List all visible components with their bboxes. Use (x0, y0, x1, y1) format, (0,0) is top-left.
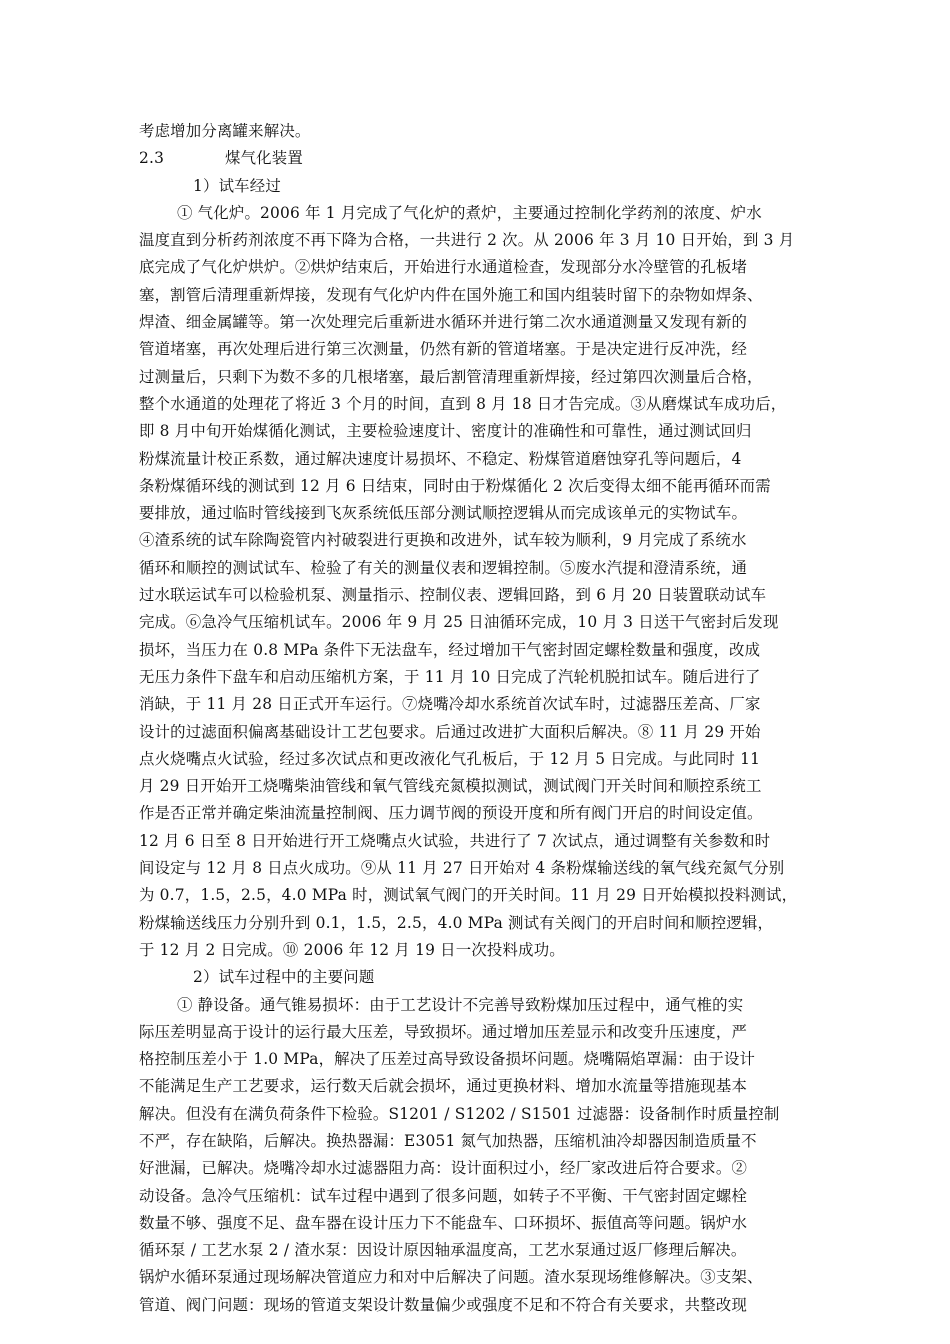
paragraph-line: 不严，存在缺陷，后解决。换热器漏：E3051 氮气加热器，压缩机油冷却器因制造质量不 (139, 1131, 757, 1150)
subsection-heading: 2）试车过程中的主要问题 (193, 968, 375, 987)
paragraph-line: 过测量后，只剩下为数不多的几根堵塞，最后割管清理重新焊接，经过第四次测量后合格， (139, 367, 763, 386)
paragraph-line: 12 月 6 日至 8 日开始进行开工烧嘴点火试验，共进行了 7 次试点，通过调整有关参数和时 (139, 831, 771, 850)
paragraph-line: 粉煤流量计校正系数，通过解决速度计易损坏、不稳定、粉煤管道磨蚀穿孔等问题后，4 (139, 449, 742, 468)
section-title: 煤气化装置 (225, 149, 303, 168)
paragraph-line: 月 29 日开始开工烧嘴柴油管线和氧气管线充氮模拟测试，测试阀门开关时间和顺控系统工 (139, 777, 762, 796)
paragraph-line: 底完成了气化炉烘炉。②烘炉结束后，开始进行水通道检查，发现部分水冷壁管的孔板堵 (139, 258, 748, 277)
paragraph-line: 数量不够、强度不足、盘车器在设计压力下不能盘车、口环损坏、振值高等问题。锅炉水 (139, 1213, 748, 1232)
paragraph-line: 设计的过滤面积偏离基础设计工艺包要求。后通过改进扩大面积后解决。⑧ 11 月 29 开始 (139, 722, 761, 741)
paragraph-line: 点火烧嘴点火试验，经过多次试点和更改液化气孔板后，于 12 月 5 日完成。与此同时 11 (139, 749, 761, 768)
paragraph-line: 整个水通道的处理花了将近 3 个月的时间，直到 8 月 18 日才告完成。③从磨煤试车成功后， (139, 394, 787, 413)
paragraph-line: 过水联运试车可以检验机泵、测量指示、控制仪表、逻辑回路，到 6 月 20 日装置联动试车 (139, 586, 767, 605)
paragraph-line: 条粉煤循环线的测试到 12 月 6 日结束，同时由于粉煤循化 2 次后变得太细不能再循环而需 (139, 476, 771, 495)
paragraph-line: 管道、阀门问题：现场的管道支架设计数量偏少或强度不足和不符合有关要求，共整改现 (139, 1295, 748, 1314)
paragraph-line: 锅炉水循环泵通过现场解决管道应力和对中后解决了问题。渣水泵现场维修解决。③支架、 (139, 1268, 763, 1287)
document-body (139, 118, 814, 1319)
section-heading (139, 145, 814, 172)
paragraph-line: ④渣系统的试车除陶瓷管内衬破裂进行更换和改进外，试车较为顺利，9 月完成了系统水 (139, 531, 747, 550)
paragraph-line: 为 0.7，1.5，2.5，4.0 MPa 时，测试氧气阀门的开关时间。11 月 29 日开始模拟投料测试， (139, 886, 798, 905)
paragraph-line: 解决。但没有在满负荷条件下检验。S1201 / S1202 / S1501 过滤器：设备制作时质量控制 (139, 1104, 780, 1123)
paragraph-line: 即 8 月中旬开始煤循化测试，主要检验速度计、密度计的准确性和可靠性，通过测试回归 (139, 422, 752, 441)
paragraph-first-line: ① 气化炉。2006 年 1 月完成了气化炉的煮炉，主要通过控制化学药剂的浓度、炉水 (177, 203, 762, 222)
paragraph-line: 于 12 月 2 日完成。⑩ 2006 年 12 月 19 日一次投料成功。 (139, 940, 565, 959)
paragraph-line: 要排放，通过临时管线接到飞灰系统低压部分测试顺控逻辑从而完成该单元的实物试车。 (139, 504, 748, 523)
paragraph-line: 消缺，于 11 月 28 日正式开车运行。⑦烧嘴冷却水系统首次试车时，过滤器压差高、厂家 (139, 695, 761, 714)
paragraph-line: 考虑增加分离罐来解决。 (139, 122, 311, 140)
paragraph-line: 管道堵塞，再次处理后进行第三次测量，仍然有新的管道堵塞。于是决定进行反冲洗，经 (139, 340, 748, 359)
paragraph-line: 间设定与 12 月 8 日点火成功。⑨从 11 月 27 日开始对 4 条粉煤输送线的氧气线充氮气分别 (139, 859, 785, 878)
paragraph-first-line: ① 静设备。通气锥易损坏：由于工艺设计不完善导致粉煤加压过程中，通气椎的实 (177, 995, 744, 1014)
paragraph-line: 好泄漏，已解决。烧嘴冷却水过滤器阻力高：设计面积过小，经厂家改进后符合要求。② (139, 1159, 748, 1178)
paragraph-line: 格控制压差小于 1.0 MPa，解决了压差过高导致设备损坏问题。烧嘴隔焰罩漏：由于设计 (139, 1050, 756, 1069)
paragraph-line: 无压力条件下盘车和启动压缩机方案，于 11 月 10 日完成了汽轮机脱扣试车。随后进行了 (139, 667, 761, 686)
paragraph-line: 际压差明显高于设计的运行最大压差，导致损坏。通过增加压差显示和改变升压速度，严 (139, 1022, 748, 1041)
paragraph-line: 循环和顺控的测试试车、检验了有关的测量仪表和逻辑控制。⑤废水汽提和澄清系统，通 (139, 558, 748, 577)
paragraph-line: 动设备。急冷气压缩机：试车过程中遇到了很多问题，如转子不平衡、干气密封固定螺栓 (139, 1186, 748, 1205)
paragraph-line: 损坏，当压力在 0.8 MPa 条件下无法盘车，经过增加干气密封固定螺栓数量和强度，改成 (139, 640, 761, 659)
subsection-heading: 1）试车经过 (193, 176, 281, 195)
paragraph-line: 粉煤输送线压力分别升到 0.1，1.5，2.5，4.0 MPa 测试有关阀门的开启时间和顺控逻辑， (139, 913, 774, 932)
paragraph-line: 作是否正常并确定柴油流量控制阀、压力调节阀的预设开度和所有阀门开启的时间设定值。 (139, 804, 763, 823)
paragraph-line: 焊渣、细金属罐等。第一次处理完后重新进水循环并进行第二次水通道测量又发现有新的 (139, 313, 748, 332)
paragraph-line: 不能满足生产工艺要求，运行数天后就会损坏，通过更换材料、增加水流量等措施现基本 (139, 1077, 748, 1096)
paragraph-line: 完成。⑥急冷气压缩机试车。2006 年 9 月 25 日油循环完成，10 月 3 日送干气密封后发现 (139, 613, 779, 632)
paragraph-line: 循环泵 / 工艺水泵 2 / 渣水泵：因设计原因轴承温度高，工艺水泵通过返厂修理后解决。 (139, 1241, 747, 1260)
paragraph-line: 温度直到分析药剂浓度不再下降为合格，一共进行 2 次。从 2006 年 3 月 10 日开始，到 3 月 (139, 231, 795, 250)
section-number: 2.3 (139, 149, 165, 168)
paragraph-line: 塞，割管后清理重新焊接，发现有气化炉内件在国外施工和国内组装时留下的杂物如焊条、 (139, 285, 763, 304)
